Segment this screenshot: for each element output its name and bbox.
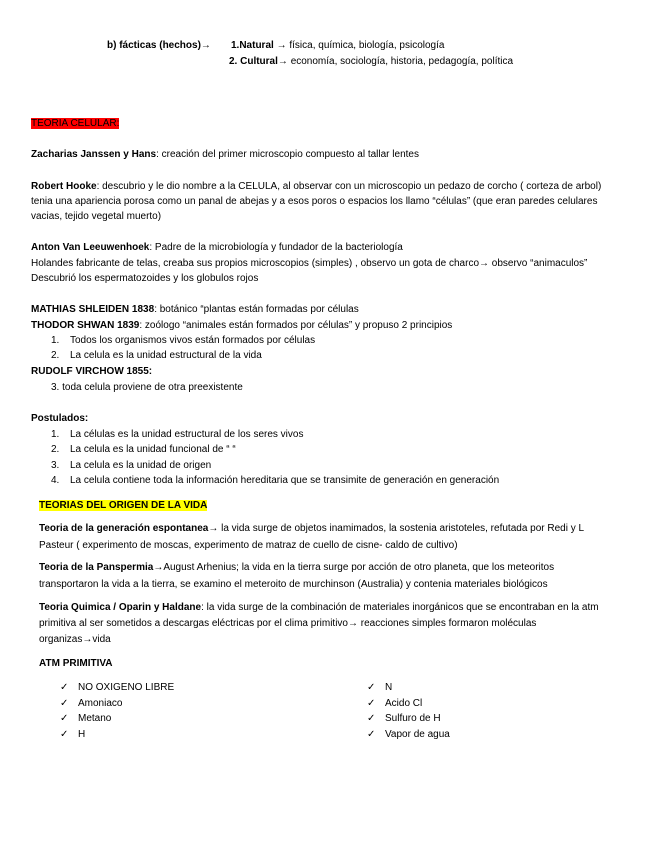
list-item: La celula es la unidad de origen — [70, 460, 212, 471]
espontanea-line-2: Pasteur ( experimento de moscas, experimento de matraz de cuello de cisne- caldo de cultivo) — [39, 540, 458, 551]
list-item: Amoniaco — [78, 698, 123, 709]
checkmark-icon: ✓ — [60, 682, 69, 693]
list-item-number: 2. — [51, 350, 60, 361]
shleiden-line: MATHIAS SHLEIDEN 1838: botánico “plantas están formadas por células — [31, 304, 359, 315]
checkmark-icon: ✓ — [60, 713, 69, 724]
quimica-line-2: primitiva al ser sometidos a descargas eléctricas por el clima primitivo→ reacciones simples formaron moléculas — [39, 618, 537, 629]
panspermia-line-2: transportaron la vida a la tierra, se examino el meteroito de murchinson (Australia) y contenia materiales biológicos — [39, 579, 548, 590]
list-item: Acido Cl — [385, 698, 423, 709]
checkmark-icon: ✓ — [367, 729, 376, 740]
janssen-line: Zacharias Janssen y Hans: creación del primer microscopio compuesto al tallar lentes — [31, 149, 419, 160]
checkmark-icon: ✓ — [60, 698, 69, 709]
list-item-number: 1. — [51, 335, 60, 346]
virchow-principle: 3. toda celula proviene de otra preexistente — [51, 382, 243, 393]
origen-heading: TEORIAS DEL ORIGEN DE LA VIDA — [39, 500, 208, 511]
list-item-number: 1. — [51, 429, 60, 440]
checkmark-icon: ✓ — [367, 713, 376, 724]
teoria-celular-heading: TEORIA CELULAR: — [31, 118, 120, 129]
list-item: Todos los organismos vivos están formados por células — [70, 335, 316, 346]
hooke-line-3: vacias, tejido vegetal muerto) — [31, 211, 162, 222]
list-item-number: 2. — [51, 444, 60, 455]
checkmark-icon: ✓ — [367, 698, 376, 709]
quimica-line-1: Teoria Quimica / Oparin y Haldane: la vida surge de la combinación de materiales inorgánicos que se encontraban en la atm — [39, 602, 599, 613]
list-item: N — [385, 682, 393, 693]
cultural-line: 2. Cultural→ economía, sociología, historia, pedagogía, política — [229, 56, 514, 67]
list-item-number: 4. — [51, 475, 60, 486]
postulados-heading: Postulados: — [31, 413, 89, 424]
leeuwenhoek-line-1: Anton Van Leeuwenhoek: Padre de la microbiología y fundador de la bacteriología — [31, 242, 403, 253]
leeuwenhoek-line-3: Descubrió los espermatozoides y los globulos rojos — [31, 273, 259, 284]
list-item: Sulfuro de H — [385, 713, 441, 724]
shwan-line: THODOR SHWAN 1839: zoólogo “animales están formados por células” y propuso 2 principios — [31, 320, 453, 331]
panspermia-line-1: Teoria de la Panspermia→August Arhenius; la vida en la tierra surge por acción de otro planeta, que los meteoritos — [39, 562, 555, 573]
list-item-number: 3. — [51, 460, 60, 471]
list-item: La celula es la unidad funcional de “ “ — [70, 444, 236, 455]
hooke-line-2: tenia una apariencia porosa como un panal de abejas y a esos poros o espacios los llamo “células” (que eran paredes celulares — [31, 196, 598, 207]
list-item: NO OXIGENO LIBRE — [78, 682, 175, 693]
hooke-line-1: Robert Hooke: descubrio y le dio nombre a la CELULA, al observar con un microscopio un pedazo de corcho ( corteza de arbol) — [31, 181, 602, 192]
list-item: La celula contiene toda la información hereditaria que se transimite de generación en generación — [70, 475, 500, 486]
list-item: H — [78, 729, 86, 740]
facticas-label: b) fácticas (hechos)→ — [107, 40, 211, 51]
leeuwenhoek-line-2: Holandes fabricante de telas, creaba sus propios microscopios (simples) , observo un gota de charco→ observo “animaculos” — [31, 258, 588, 269]
quimica-line-3: organizas→vida — [39, 634, 111, 645]
list-item: La celula es la unidad estructural de la vida — [70, 350, 262, 361]
virchow-line: RUDOLF VIRCHOW 1855: — [31, 366, 153, 377]
natural-line: 1.Natural → física, química, biología, psicología — [231, 40, 445, 51]
checkmark-icon: ✓ — [367, 682, 376, 693]
list-item: Vapor de agua — [385, 729, 450, 740]
espontanea-line-1: Teoria de la generación espontanea→ la vida surge de objetos inamimados, la sostenia aristoteles, refutada por Redi y L — [39, 523, 585, 534]
atm-heading: ATM PRIMITIVA — [39, 658, 113, 669]
checkmark-icon: ✓ — [60, 729, 69, 740]
list-item: Metano — [78, 713, 112, 724]
list-item: La células es la unidad estructural de los seres vivos — [70, 429, 304, 440]
